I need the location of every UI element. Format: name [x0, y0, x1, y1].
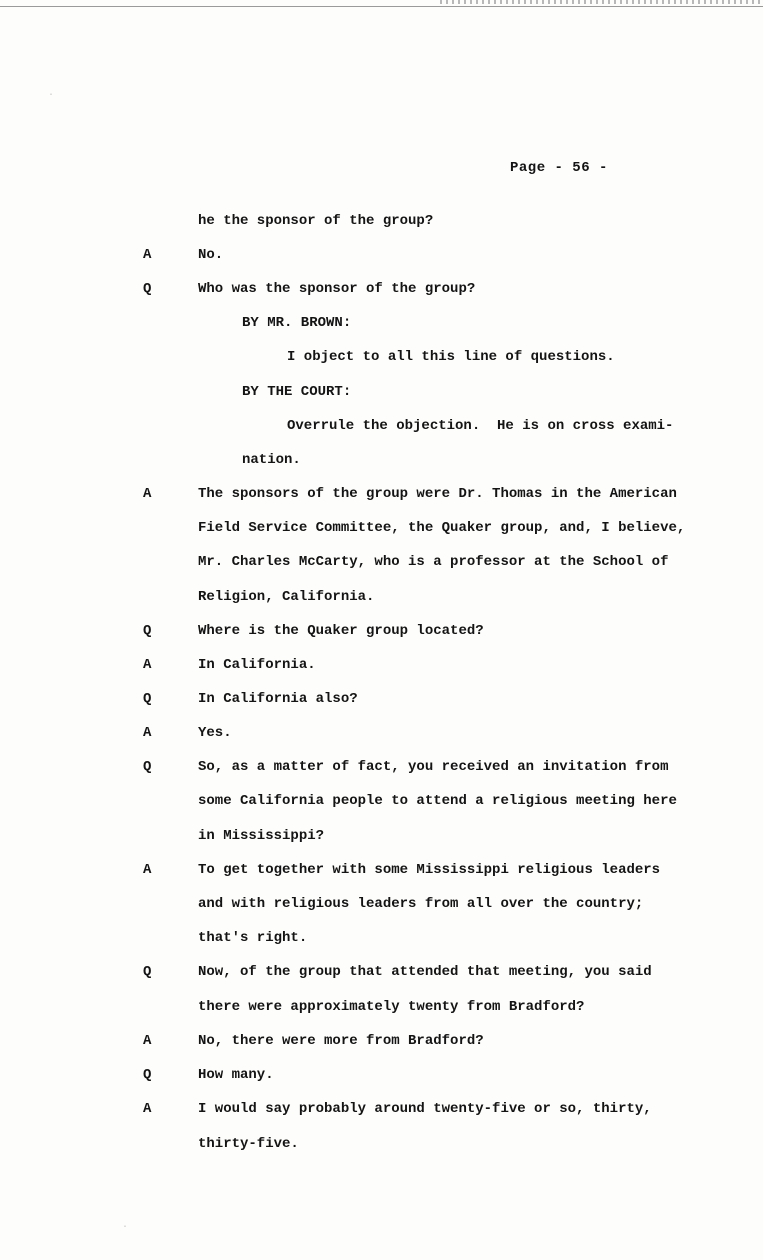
speaker-label: A — [143, 1033, 152, 1049]
speaker-label: A — [143, 247, 152, 263]
transcript-line: Who was the sponsor of the group? — [198, 281, 476, 297]
transcript-line: there were approximately twenty from Bradford? — [198, 999, 585, 1015]
transcript-line: some California people to attend a religious meeting here — [198, 793, 677, 809]
transcript-line: Mr. Charles McCarty, who is a professor at the School of — [198, 554, 669, 570]
speaker-label: A — [143, 1101, 152, 1117]
transcript-line: The sponsors of the group were Dr. Thomas in the American — [198, 486, 677, 502]
transcript-line: How many. — [198, 1067, 274, 1083]
speaker-label: Q — [143, 964, 152, 980]
transcript-line: No. — [198, 247, 224, 263]
transcript-line: In California. — [198, 657, 316, 673]
colloquy-heading: BY MR. BROWN: — [242, 315, 352, 331]
colloquy-text: nation. — [242, 452, 301, 468]
transcript-line: So, as a matter of fact, you received an invitation from — [198, 759, 669, 775]
top-rule — [0, 6, 763, 7]
speaker-label: Q — [143, 1067, 152, 1083]
colloquy-text: I object to all this line of questions. — [287, 349, 615, 365]
transcript-line: No, there were more from Bradford? — [198, 1033, 484, 1049]
transcript-line: that's right. — [198, 930, 308, 946]
transcript-line: Now, of the group that attended that meeting, you said — [198, 964, 652, 980]
speaker-label: Q — [143, 759, 152, 775]
scan-speck: · — [48, 90, 55, 101]
transcript-line: I would say probably around twenty-five or so, thirty, — [198, 1101, 652, 1117]
colloquy-text: Overrule the objection. He is on cross exami- — [287, 418, 674, 434]
transcript-line: Yes. — [198, 725, 232, 741]
colloquy-heading: BY THE COURT: — [242, 384, 352, 400]
transcript-line: Where is the Quaker group located? — [198, 623, 484, 639]
transcript-line: Religion, California. — [198, 589, 375, 605]
speaker-label: A — [143, 486, 152, 502]
top-edge-scan-marks — [440, 0, 763, 4]
speaker-label: A — [143, 725, 152, 741]
transcript-line: and with religious leaders from all over the country; — [198, 896, 644, 912]
speaker-label: Q — [143, 281, 152, 297]
speaker-label: A — [143, 657, 152, 673]
transcript-line: thirty-five. — [198, 1136, 299, 1152]
transcript-line: In California also? — [198, 691, 358, 707]
transcript-line: To get together with some Mississippi religious leaders — [198, 862, 661, 878]
transcript-line: in Mississippi? — [198, 828, 325, 844]
scan-speck: · — [122, 1222, 129, 1233]
speaker-label: Q — [143, 623, 152, 639]
page-number: Page - 56 - — [510, 160, 608, 176]
speaker-label: Q — [143, 691, 152, 707]
transcript-line: Field Service Committee, the Quaker group, and, I believe, — [198, 520, 686, 536]
transcript-line: he the sponsor of the group? — [198, 213, 434, 229]
speaker-label: A — [143, 862, 152, 878]
